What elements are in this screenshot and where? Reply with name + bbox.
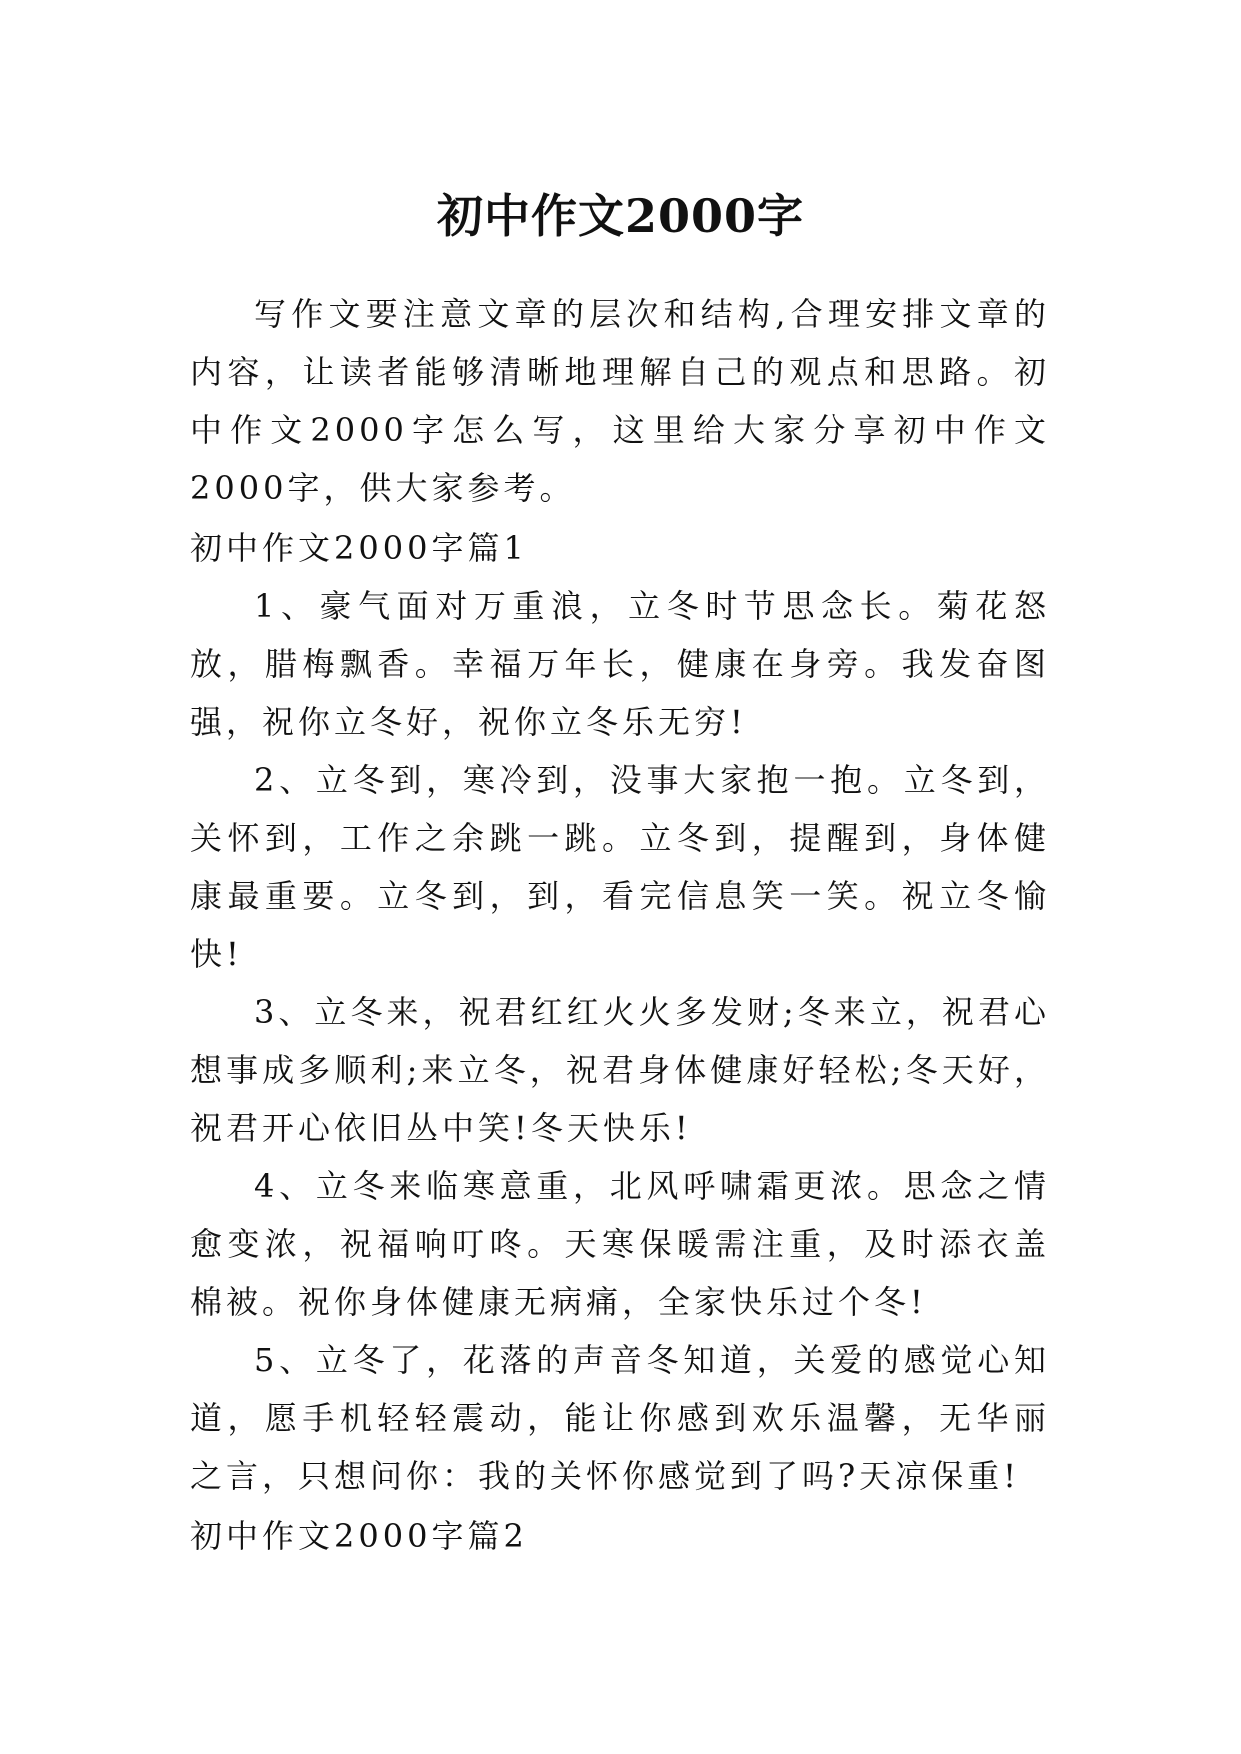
section-heading-1: 初中作文2000字篇1 — [190, 529, 528, 567]
section-1-content — [190, 577, 1050, 1505]
intro-paragraph — [190, 285, 1050, 517]
section-1-paragraph-5: 5、立冬了，花落的声音冬知道，关爱的感觉心知道，愿手机轻轻震动，能让你感到欢乐温馨，无华丽之言，只想问你：我的关怀你感觉到了吗?天凉保重! — [190, 1341, 1050, 1495]
section-1-paragraph-3: 3、立冬来，祝君红红火火多发财;冬来立，祝君心想事成多顺利;来立冬，祝君身体健康好轻松;冬天好，祝君开心依旧丛中笑!冬天快乐! — [190, 993, 1050, 1147]
section-1-paragraph-1: 1、豪气面对万重浪，立冬时节思念长。菊花怒放，腊梅飘香。幸福万年长，健康在身旁。我发奋图强，祝你立冬好，祝你立冬乐无穷! — [190, 587, 1050, 741]
intro-text: 写作文要注意文章的层次和结构,合理安排文章的内容，让读者能够清晰地理解自己的观点和思路。初中作文2000字怎么写，这里给大家分享初中作文2000字，供大家参考。 — [190, 295, 1050, 507]
document-title: 初中作文2000字 — [436, 188, 805, 243]
section-1-paragraph-2: 2、立冬到，寒冷到，没事大家抱一抱。立冬到，关怀到，工作之余跳一跳。立冬到，提醒到，身体健康最重要。立冬到，到，看完信息笑一笑。祝立冬愉快! — [190, 761, 1050, 973]
section-1-paragraph-4: 4、立冬来临寒意重，北风呼啸霜更浓。思念之情愈变浓，祝福响叮咚。天寒保暖需注重，及时添衣盖棉被。祝你身体健康无病痛，全家快乐过个冬! — [190, 1167, 1050, 1321]
section-heading-2: 初中作文2000字篇2 — [190, 1517, 528, 1555]
